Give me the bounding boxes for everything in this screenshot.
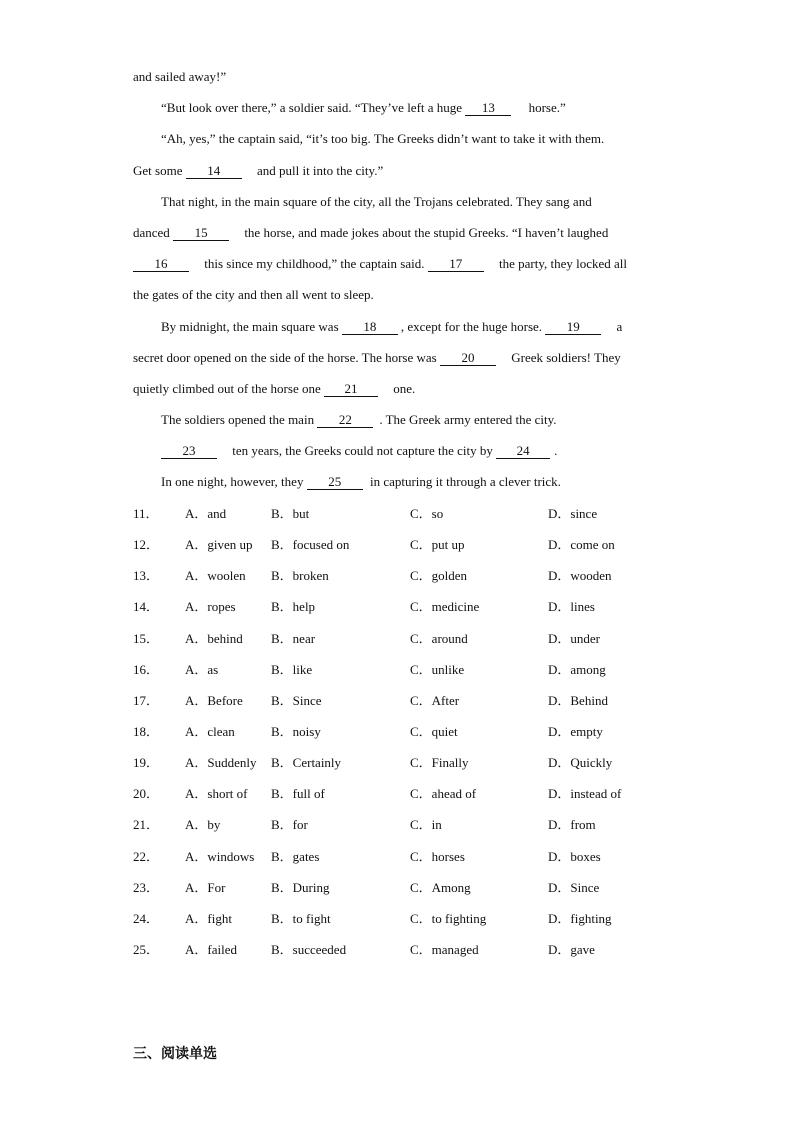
option-b: B．Certainly: [271, 755, 342, 771]
question-row: [133, 565, 693, 596]
passage-text: the gates of the city and then all went to sleep.: [133, 287, 374, 303]
option-b: B．to fight: [271, 910, 331, 926]
blank-16: 16: [133, 256, 189, 272]
question-row: [133, 721, 693, 752]
question-number: 20．: [133, 786, 160, 802]
option-a: A．fight: [185, 910, 232, 926]
option-b: B．like: [271, 661, 313, 677]
option-d: D．instead of: [548, 786, 622, 802]
option-d: D．wooden: [548, 568, 612, 584]
option-d: D．among: [548, 661, 606, 677]
option-c: C．After: [410, 692, 460, 708]
passage-line: [133, 222, 663, 253]
question-number: 18．: [133, 723, 160, 739]
option-a: A．clean: [185, 723, 235, 739]
question-number: 14．: [133, 599, 160, 615]
option-d: D．Behind: [548, 692, 608, 708]
question-row: [133, 908, 693, 939]
passage-text: horse.”: [525, 100, 566, 116]
question-number: 23．: [133, 879, 160, 895]
passage-text: , except for the huge horse.: [400, 318, 546, 334]
question-number: 15．: [133, 630, 160, 646]
passage-text: secret door opened on the side of the horse. The horse was: [133, 349, 440, 365]
option-d: D．boxes: [548, 848, 601, 864]
passage-text: Greek soldiers! They: [507, 349, 621, 365]
option-d: D．Since: [548, 879, 600, 895]
option-a: A．Suddenly: [185, 755, 257, 771]
option-b: B．focused on: [271, 537, 350, 553]
question-number: 21．: [133, 817, 160, 833]
passage-line: [133, 191, 663, 222]
option-a: A．windows: [185, 848, 255, 864]
option-a: A．failed: [185, 941, 237, 957]
option-a: A．woolen: [185, 568, 246, 584]
section-heading: 三、阅读单选: [133, 1046, 217, 1062]
passage-text: ten years, the Greeks could not capture the city by: [229, 443, 497, 459]
question-number: 22．: [133, 848, 160, 864]
question-row: [133, 503, 693, 534]
option-c: C．horses: [410, 848, 465, 864]
passage-text: The soldiers opened the main: [161, 412, 318, 428]
passage-text: “Ah, yes,” the captain said, “it’s too big. The Greeks didn’t want to take it with them.: [161, 131, 605, 147]
option-c: C．golden: [410, 568, 468, 584]
option-c: C．in: [410, 817, 442, 833]
option-b: B．help: [271, 599, 316, 615]
passage-text: and pull it into the city.”: [253, 162, 384, 178]
question-row: [133, 783, 693, 814]
question-number: 25．: [133, 941, 160, 957]
blank-22: 22: [317, 412, 373, 428]
passage-line: [133, 471, 663, 502]
answer-options: [133, 503, 693, 970]
question-number: 11．: [133, 506, 159, 521]
option-b: B．gates: [271, 848, 320, 864]
passage-text: the horse, and made jokes about the stupid Greeks. “I haven’t laughed: [241, 224, 609, 240]
option-a: A．ropes: [185, 599, 236, 615]
option-d: D．since: [548, 506, 598, 521]
passage-line: [133, 378, 663, 409]
passage-line: [133, 440, 663, 471]
option-d: D．lines: [548, 599, 595, 615]
option-c: C．medicine: [410, 599, 480, 615]
blank-19: 19: [545, 319, 601, 335]
question-row: [133, 814, 693, 845]
passage-text: quietly climbed out of the horse one: [133, 380, 324, 396]
question-row: [133, 846, 693, 877]
option-c: C．put up: [410, 537, 465, 553]
question-row: [133, 690, 693, 721]
question-row: [133, 534, 693, 565]
option-d: D．Quickly: [548, 755, 613, 771]
question-number: 16．: [133, 661, 160, 677]
passage-text: In one night, however, they: [161, 474, 307, 490]
option-b: B．noisy: [271, 723, 321, 739]
option-c: C．quiet: [410, 723, 458, 739]
passage-line: [133, 253, 663, 284]
blank-17: 17: [428, 256, 484, 272]
question-row: [133, 752, 693, 783]
passage-text: a: [613, 318, 623, 334]
option-b: B．for: [271, 817, 308, 833]
passage-text: one.: [389, 380, 416, 396]
option-c: C．so: [410, 506, 444, 521]
option-d: D．from: [548, 817, 596, 833]
question-number: 13．: [133, 568, 160, 584]
passage-line: [133, 160, 663, 191]
blank-15: 15: [173, 225, 229, 241]
question-number: 12．: [133, 537, 160, 553]
blank-21: 21: [324, 381, 378, 397]
option-b: B．but: [271, 506, 310, 521]
passage-text: danced: [133, 224, 174, 240]
passage-text: this since my childhood,” the captain said.: [201, 256, 428, 272]
passage-text: the party, they locked all: [495, 256, 628, 272]
option-c: C．managed: [410, 941, 479, 957]
passage-line: [133, 347, 663, 378]
question-row: [133, 877, 693, 908]
option-a: A．and: [185, 506, 227, 521]
blank-18: 18: [342, 319, 398, 335]
option-c: C．around: [410, 630, 468, 646]
option-b: B．During: [271, 879, 330, 895]
passage-text: That night, in the main square of the city, all the Trojans celebrated. They sang and: [161, 193, 592, 209]
blank-20: 20: [440, 350, 496, 366]
option-b: B．near: [271, 630, 316, 646]
question-row: [133, 939, 693, 970]
option-b: B．broken: [271, 568, 329, 584]
passage-line: [133, 409, 663, 440]
option-c: C．unlike: [410, 661, 465, 677]
passage-text: .: [554, 443, 558, 459]
option-d: D．gave: [548, 941, 595, 957]
question-row: [133, 628, 693, 659]
option-c: C．Finally: [410, 755, 469, 771]
option-c: C．to fighting: [410, 910, 487, 926]
question-number: 17．: [133, 692, 160, 708]
option-b: B．full of: [271, 786, 325, 802]
option-c: C．Among: [410, 879, 471, 895]
option-a: A．short of: [185, 786, 248, 802]
passage-text: in capturing it through a clever trick.: [366, 474, 561, 490]
question-number: 24．: [133, 910, 160, 926]
passage-text: . The Greek army entered the city.: [379, 412, 557, 428]
blank-13: 13: [465, 100, 511, 116]
passage-line: [133, 284, 663, 315]
option-a: A．Before: [185, 692, 243, 708]
passage-text: and sailed away!”: [133, 69, 227, 84]
blank-14: 14: [186, 163, 242, 179]
option-b: B．succeeded: [271, 941, 347, 957]
option-b: B．Since: [271, 692, 322, 708]
option-a: A．as: [185, 661, 219, 677]
option-a: A．For: [185, 879, 226, 895]
blank-23: 23: [161, 443, 217, 459]
option-a: A．by: [185, 817, 221, 833]
option-a: A．behind: [185, 630, 243, 646]
option-d: D．come on: [548, 537, 615, 553]
passage-text: “But look over there,” a soldier said. “They’ve left a huge: [161, 100, 466, 116]
passage-line: [133, 316, 663, 347]
passage-text: By midnight, the main square was: [161, 318, 342, 334]
blank-25: 25: [307, 474, 363, 490]
option-a: A．given up: [185, 537, 253, 553]
passage-line: [133, 97, 663, 128]
passage-text: Get some: [133, 162, 186, 178]
passage-line: [133, 66, 663, 97]
option-d: D．under: [548, 630, 600, 646]
option-d: D．fighting: [548, 910, 612, 926]
question-row: [133, 659, 693, 690]
option-c: C．ahead of: [410, 786, 477, 802]
cloze-passage: [133, 66, 663, 503]
option-d: D．empty: [548, 723, 603, 739]
passage-line: [133, 128, 663, 159]
question-row: [133, 596, 693, 627]
question-number: 19．: [133, 755, 160, 771]
blank-24: 24: [496, 443, 550, 459]
